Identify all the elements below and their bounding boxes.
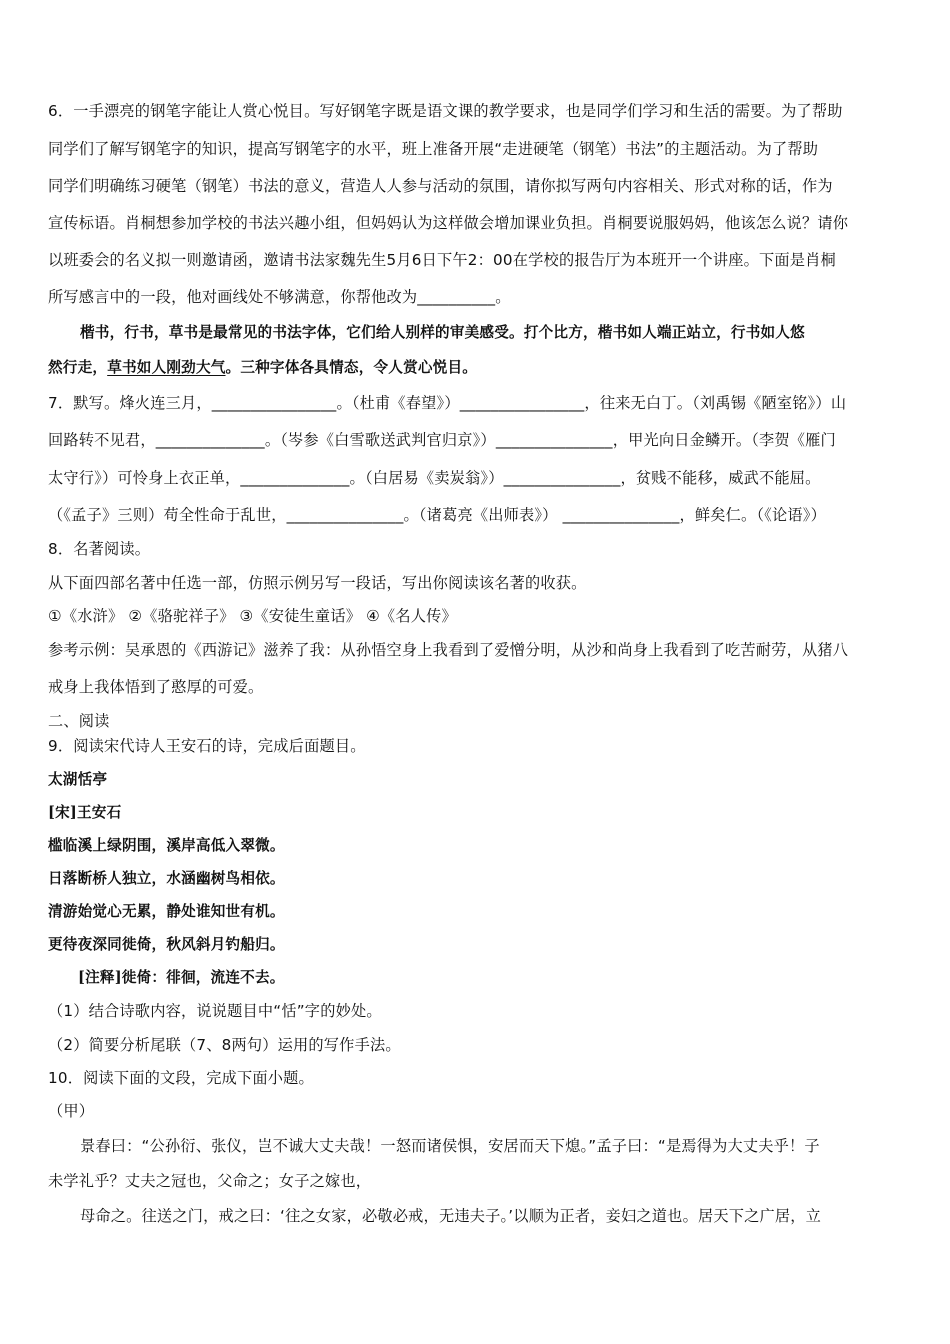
q9-sub-question-2: （2）简要分析尾联（7、8两句）运用的写作手法。 — [48, 1036, 401, 1054]
q6-quote-post: 。三种字体各具情态，令人赏心悦目。 — [225, 359, 478, 376]
q6-line-6: 所写感言中的一段，他对画线处不够满意，你帮他改为__________。 — [48, 288, 511, 306]
q8-options: ①《水浒》 ②《骆驼祥子》 ③《安徒生童话》 ④《名人传》 — [48, 607, 457, 625]
poem-line-1: 槛临溪上绿阴围，溪岸高低入翠微。 — [48, 837, 285, 854]
q8-instruction: 从下面四部名著中任选一部，仿照示例另写一段话，写出你阅读该名著的收获。 — [48, 574, 587, 592]
q7-line-2: 回路转不见君，______________。（岑参《白雪歌送武判官归京》）_______________，甲光向日金鳞开。（李贺《雁门 — [48, 431, 836, 449]
q6-quote-line-2 — [48, 358, 477, 378]
q7-line-3: 太守行》）可怜身上衣正单，______________。（白居易《卖炭翁》）_______________，贫贱不能移，威武不能屈。 — [48, 469, 821, 487]
q8-example-line-2: 戒身上我体悟到了憨厚的可爱。 — [48, 678, 264, 696]
q6-underlined-phrase: 草书如人刚劲大气 — [107, 359, 226, 376]
q6-quote-line-1: 楷书，行书，草书是最常见的书法字体，它们给人别样的审美感受。打个比方，楷书如人端正站立，行书如人悠 — [80, 324, 805, 341]
q8-example-line-1: 参考示例：吴承恩的《西游记》滋养了我：从孙悟空身上我看到了爱憎分明，从沙和尚身上我看到了吃苦耐劳，从猪八 — [48, 641, 849, 659]
q9-title: 9．阅读宋代诗人王安石的诗，完成后面题目。 — [48, 737, 366, 755]
poem-line-4: 更待夜深同徙倚，秋风斜月钓船归。 — [48, 936, 285, 953]
q7-line-4: （《孟子》三则）苟全性命于乱世，_______________。（诸葛亮《出师表》） _______________，鲜矣仁。（《论语》） — [48, 506, 826, 524]
q10-passage-label: （甲） — [48, 1102, 95, 1120]
q6-line-1: 6．一手漂亮的钢笔字能让人赏心悦目。写好钢笔字既是语文课的教学要求，也是同学们学习和生活的需要。为了帮助 — [48, 102, 843, 120]
q10-passage-line-2: 未学礼乎？丈夫之冠也，父命之；女子之嫁也， — [48, 1172, 372, 1190]
q6-line-3: 同学们明确练习硬笔（钢笔）书法的意义，营造人人参与活动的氛围，请你拟写两句内容相关、形式对称的话，作为 — [48, 177, 833, 195]
q6-quote-pre: 然行走， — [48, 359, 108, 376]
q8-title: 8．名著阅读。 — [48, 540, 151, 558]
poem-note: [注释]徙倚：徘徊，流连不去。 — [78, 969, 285, 986]
q9-sub-question-1: （1）结合诗歌内容，说说题目中“恬”字的妙处。 — [48, 1002, 382, 1020]
q10-title: 10．阅读下面的文段，完成下面小题。 — [48, 1069, 314, 1087]
poem-line-3: 清游始觉心无累，静处谁知世有机。 — [48, 903, 285, 920]
q6-line-2: 同学们了解写钢笔字的知识，提高写钢笔字的水平，班上准备开展“走进硬笔（钢笔）书法”的主题活动。为了帮助 — [48, 140, 819, 158]
q6-line-5: 以班委会的名义拟一则邀请函，邀请书法家魏先生5月6日下午2：00在学校的报告厅为本班开一个讲座。下面是肖桐 — [48, 251, 836, 269]
q6-line-4: 宣传标语。肖桐想参加学校的书法兴趣小组，但妈妈认为这样做会增加课业负担。肖桐要说服妈妈，他该怎么说？请你 — [48, 214, 849, 232]
q10-passage-line-1: 景春曰：“公孙衍、张仪，岂不诚大丈夫哉！一怒而诸侯惧，安居而天下熄。”孟子曰：“是焉得为大丈夫乎！子 — [80, 1137, 820, 1155]
poem-line-2: 日落断桥人独立，水涵幽树鸟相依。 — [48, 870, 285, 887]
q10-passage-line-3: 母命之。往送之门，戒之曰：‘往之女家，必敬必戒，无违夫子。’以顺为正者，妾妇之道也。居天下之广居，立 — [80, 1207, 822, 1225]
poem-title: 太湖恬亭 — [48, 771, 108, 788]
poem-author: [宋]王安石 — [48, 804, 122, 821]
q7-line-1: 7．默写。烽火连三月，________________。（杜甫《春望》）________________，往来无白丁。（刘禹锡《陋室铭》）山 — [48, 394, 847, 412]
section-title: 二、阅读 — [48, 712, 110, 730]
